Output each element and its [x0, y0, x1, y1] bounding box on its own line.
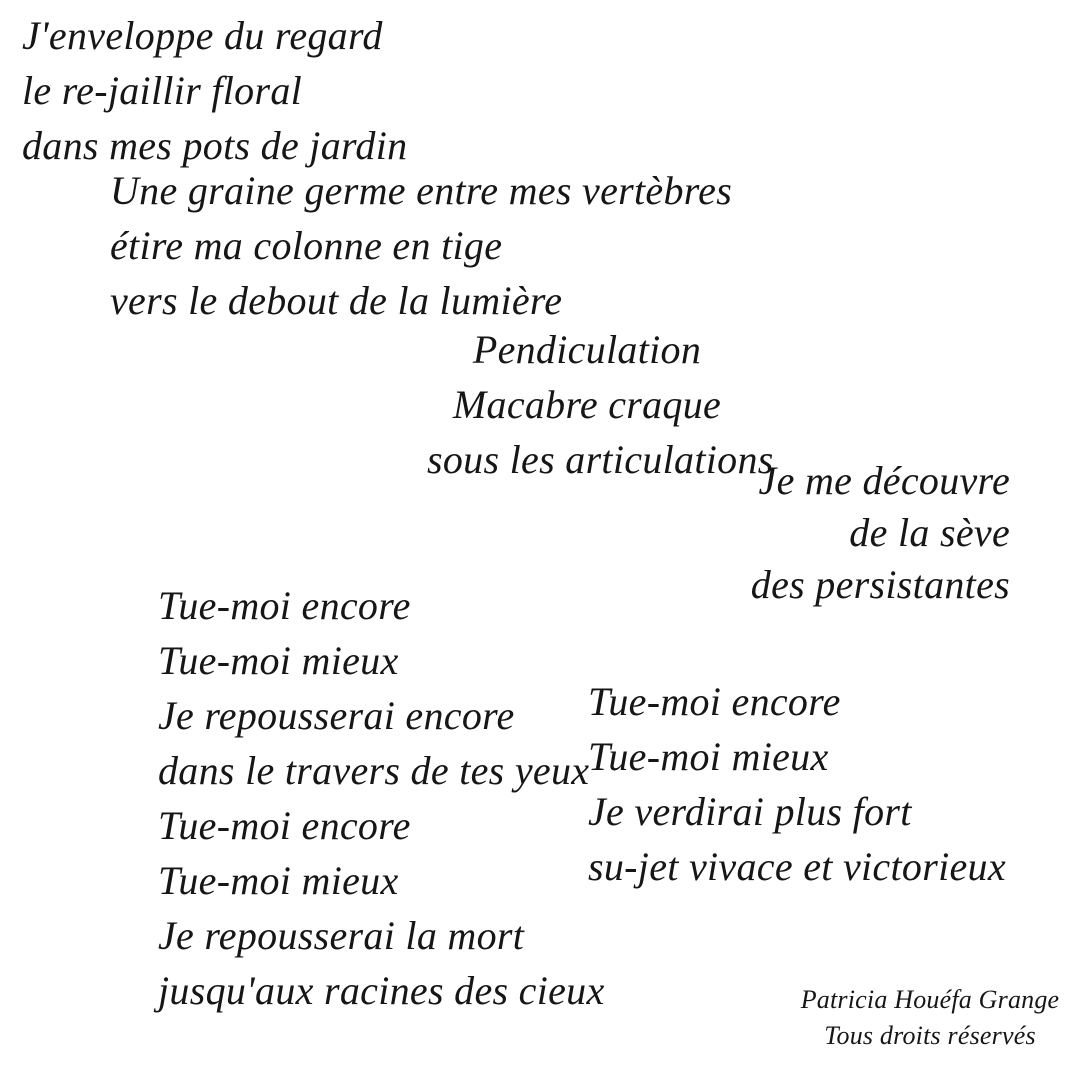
poem-line: Tue-moi encore — [158, 803, 411, 848]
credit-block — [780, 982, 1080, 1054]
poem-line: dans le travers de tes yeux — [158, 748, 590, 793]
poem-line: sous les articulations — [427, 437, 774, 482]
poem-line: Tue-moi mieux — [158, 858, 399, 903]
poem-stanza-1 — [22, 8, 407, 173]
poem-line: su-jet vivace et victorieux — [588, 844, 1006, 889]
poem-line: Je me découvre — [758, 458, 1010, 503]
poem-line: vers le debout de la lumière — [110, 278, 563, 323]
poem-stanza-3 — [427, 322, 774, 487]
author-name: Patricia Houéfa Grange — [800, 985, 1060, 1014]
poem-stanza-5 — [158, 578, 605, 1018]
poem-line: Je repousserai la mort — [158, 913, 525, 958]
poem-line: Je verdirai plus fort — [588, 789, 912, 834]
poem-line: Tue-moi mieux — [588, 734, 829, 779]
poem-line: Pendiculation — [472, 327, 702, 372]
poem-stanza-6 — [588, 674, 1006, 894]
poem-line: de la sève — [849, 510, 1010, 555]
poem-line: Je repousserai encore — [158, 693, 515, 738]
poem-line: Tue-moi encore — [158, 583, 411, 628]
poem-line: dans mes pots de jardin — [22, 123, 408, 168]
poem-line: Tue-moi mieux — [158, 638, 399, 683]
poem-stanza-2 — [110, 163, 732, 328]
poem-line: le re-jaillir floral — [22, 68, 303, 113]
poem-line: des persistantes — [750, 562, 1010, 607]
poem-line: Tue-moi encore — [588, 679, 841, 724]
poem-line: étire ma colonne en tige — [110, 223, 503, 268]
rights-notice: Tous droits réservés — [824, 1021, 1036, 1050]
poem-line: J'enveloppe du regard — [22, 13, 383, 58]
poem-stanza-4 — [710, 455, 1010, 611]
poem-line: Une graine germe entre mes vertèbres — [110, 168, 733, 213]
poem-line: Macabre craque — [452, 382, 722, 427]
poem-line: jusqu'aux racines des cieux — [158, 968, 605, 1013]
